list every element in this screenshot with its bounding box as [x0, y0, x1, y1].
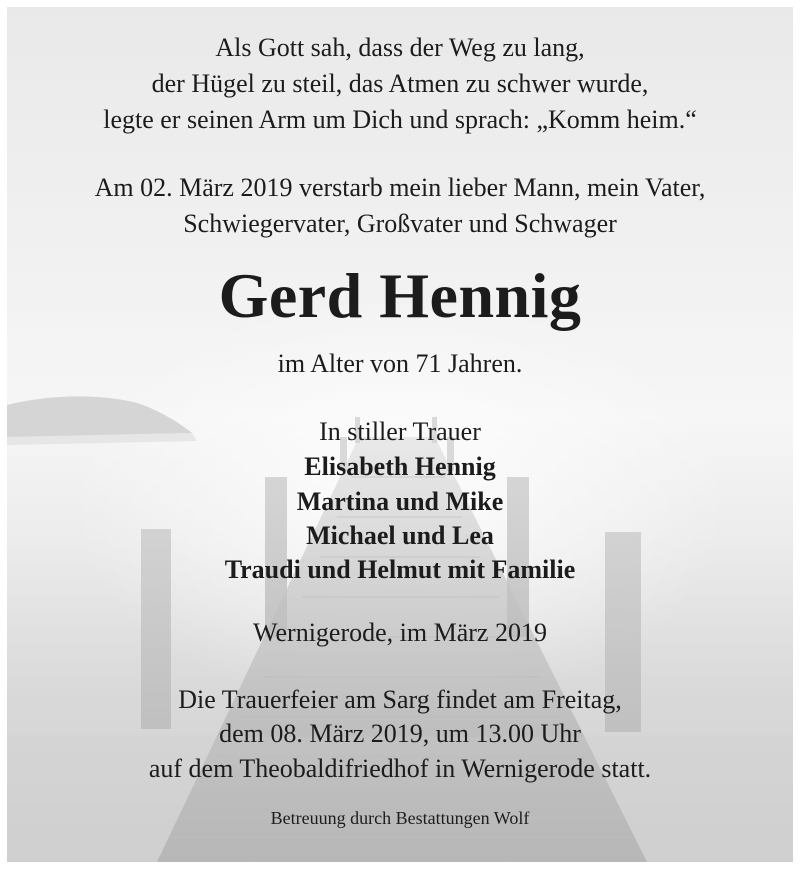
- mourner-name: Traudi und Helmut mit Familie: [224, 555, 576, 584]
- mourner-name: Martina und Mike: [296, 487, 504, 516]
- funeral-home-note: Betreuung durch Bestattungen Wolf: [270, 808, 530, 828]
- mourning-heading: In stiller Trauer: [319, 417, 481, 446]
- place-date: Wernigerode, im März 2019: [253, 618, 547, 647]
- funeral-line-1: Die Trauerfeier am Sarg findet am Freitag,: [178, 685, 622, 714]
- funeral-line-3: auf dem Theobaldifriedhof in Wernigerode statt.: [148, 754, 652, 783]
- mourner-name: Elisabeth Hennig: [304, 452, 496, 481]
- death-notice-line-1: Am 02. März 2019 verstarb mein lieber Mann, mein Vater,: [94, 173, 706, 202]
- mourner-name: Michael und Lea: [306, 521, 494, 550]
- poem-line-1: Als Gott sah, dass der Weg zu lang,: [215, 33, 585, 62]
- poem-line-2: der Hügel zu steil, das Atmen zu schwer wurde,: [151, 69, 649, 98]
- deceased-name: Gerd Hennig: [218, 260, 582, 331]
- obituary-notice: [7, 7, 793, 862]
- poem-line-3: legte er seinen Arm um Dich und sprach: „Komm heim.“: [103, 105, 697, 134]
- age-line: im Alter von 71 Jahren.: [277, 349, 523, 378]
- funeral-line-2: dem 08. März 2019, um 13.00 Uhr: [219, 719, 581, 748]
- death-notice-line-2: Schwiegervater, Großvater und Schwager: [183, 209, 617, 238]
